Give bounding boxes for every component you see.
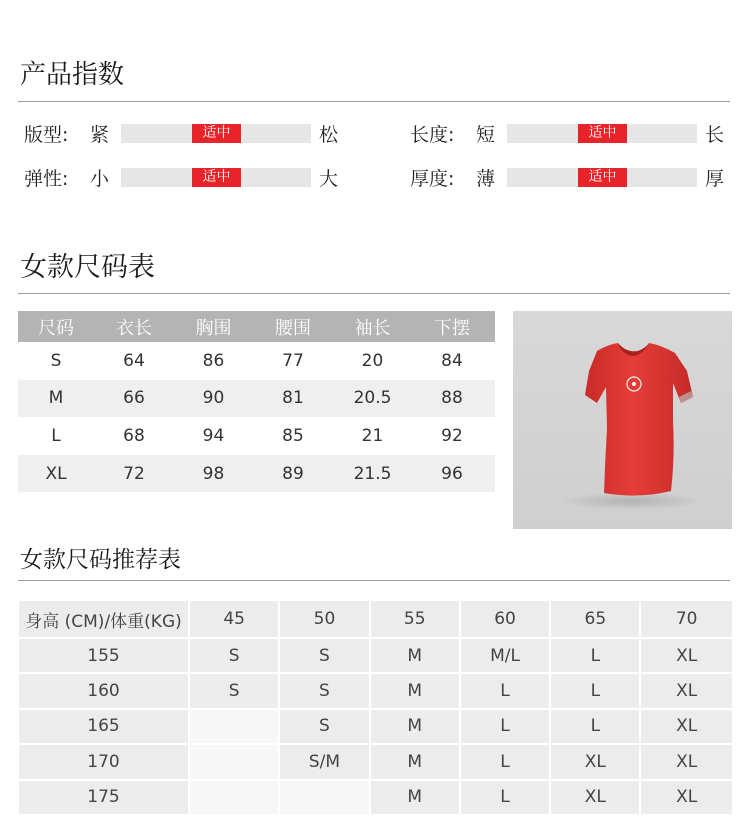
table-cell: 81 (282, 388, 304, 409)
column-header: 70 (641, 601, 731, 639)
table-cell: 20 (361, 350, 384, 371)
index-track (121, 168, 311, 187)
column-header: 尺码 (38, 317, 74, 339)
column-header: 衣长 (116, 317, 152, 339)
red-tshirt-image (513, 311, 732, 529)
table-cell: XL (641, 674, 731, 709)
index-left-value: 紧 (90, 123, 110, 146)
index-left-value: 短 (476, 123, 496, 146)
table-cell: S (50, 350, 62, 371)
table-cell: 88 (441, 388, 463, 409)
recommend-chart-title: 女款尺码推荐表 (20, 547, 181, 573)
table-cell: 77 (282, 350, 304, 371)
table-cell: M (371, 639, 461, 674)
table-cell: M (371, 745, 461, 780)
table-cell: 72 (123, 463, 145, 484)
divider (18, 101, 730, 102)
index-marker: 适中 (192, 124, 241, 143)
table-cell: M/L (461, 639, 551, 674)
table-row (19, 710, 732, 745)
table-cell: L (461, 710, 551, 745)
table-row (19, 745, 732, 780)
table-cell: L (51, 425, 61, 446)
table-cell: S/M (280, 745, 370, 780)
table-cell: L (461, 781, 551, 816)
table-row (18, 342, 495, 380)
table-cell: 90 (202, 388, 225, 409)
table-cell: L (461, 745, 551, 780)
table-cell: L (551, 674, 641, 709)
table-row (19, 674, 732, 709)
table-cell: XL (551, 781, 641, 816)
divider (18, 580, 730, 581)
column-header: 腰围 (275, 317, 311, 339)
table-cell: 92 (441, 425, 463, 446)
index-track (507, 168, 697, 187)
table-cell: L (551, 639, 641, 674)
table-cell: XL (641, 745, 731, 780)
row-header: 175 (19, 781, 190, 816)
table-cell: S (280, 639, 370, 674)
size-chart-title: 女款尺码表 (20, 252, 155, 283)
table-cell: L (461, 674, 551, 709)
column-header: 袖长 (354, 317, 391, 339)
index-label: 厚度: (410, 167, 455, 190)
table-row (18, 455, 495, 493)
index-row-length (410, 121, 733, 145)
table-cell: XL (641, 639, 731, 674)
row-header: 160 (19, 674, 190, 709)
index-row-fit (24, 121, 347, 145)
recommend-table (19, 601, 732, 816)
table-cell: 21 (361, 425, 384, 446)
index-left-value: 小 (90, 167, 110, 190)
table-row (19, 781, 732, 816)
index-right-value: 厚 (705, 167, 725, 190)
table-row (19, 639, 732, 674)
size-table (18, 311, 495, 492)
row-header: 170 (19, 745, 190, 780)
table-cell: 66 (123, 388, 145, 409)
table-cell: S (190, 674, 280, 709)
table-cell: 89 (282, 463, 304, 484)
row-header: 165 (19, 710, 190, 745)
index-marker: 适中 (578, 124, 627, 143)
table-row (18, 417, 495, 455)
table-cell: 21.5 (353, 463, 392, 484)
product-photo (513, 311, 732, 529)
column-header: 45 (190, 601, 280, 639)
table-cell: 86 (202, 350, 225, 371)
table-cell: XL (45, 463, 67, 484)
table-cell: S (190, 639, 280, 674)
index-track (121, 124, 311, 143)
table-cell: 84 (441, 350, 463, 371)
column-header: 65 (551, 601, 641, 639)
table-cell (280, 781, 370, 816)
table-cell: S (280, 674, 370, 709)
table-cell (190, 710, 280, 745)
index-right-value: 长 (705, 123, 725, 146)
table-cell: 98 (202, 463, 225, 484)
table-cell: XL (551, 745, 641, 780)
recommend-table-header (19, 601, 732, 639)
table-cell: 68 (123, 425, 145, 446)
table-cell: M (371, 674, 461, 709)
index-label: 版型: (24, 123, 69, 146)
table-cell: 96 (441, 463, 463, 484)
column-header: 下摆 (434, 317, 470, 339)
table-cell: XL (641, 710, 731, 745)
index-track (507, 124, 697, 143)
table-cell: M (48, 388, 64, 409)
column-header: 50 (280, 601, 370, 639)
table-cell: S (280, 710, 370, 745)
table-cell: 94 (202, 425, 225, 446)
table-cell: 64 (123, 350, 145, 371)
table-cell: M (371, 710, 461, 745)
index-marker: 适中 (192, 168, 241, 187)
product-index-title: 产品指数 (20, 60, 125, 90)
size-table-header (18, 311, 495, 342)
divider (18, 293, 730, 294)
index-marker: 适中 (578, 168, 627, 187)
column-header: 胸围 (195, 317, 232, 339)
column-header: 身高 (CM)/体重(KG) (19, 601, 190, 639)
table-cell: XL (641, 781, 731, 816)
row-header: 155 (19, 639, 190, 674)
index-right-value: 大 (319, 167, 339, 190)
table-cell: 20.5 (353, 388, 392, 409)
table-cell: M (371, 781, 461, 816)
table-cell: L (551, 710, 641, 745)
table-cell: 85 (282, 425, 304, 446)
index-right-value: 松 (319, 123, 339, 146)
table-row (18, 380, 495, 418)
index-label: 弹性: (24, 167, 69, 190)
index-left-value: 薄 (476, 167, 496, 190)
column-header: 60 (461, 601, 551, 639)
table-cell (190, 745, 280, 780)
index-label: 长度: (410, 123, 455, 146)
index-row-thickness (410, 165, 733, 189)
table-cell (190, 781, 280, 816)
column-header: 55 (371, 601, 461, 639)
index-row-elasticity (24, 165, 347, 189)
